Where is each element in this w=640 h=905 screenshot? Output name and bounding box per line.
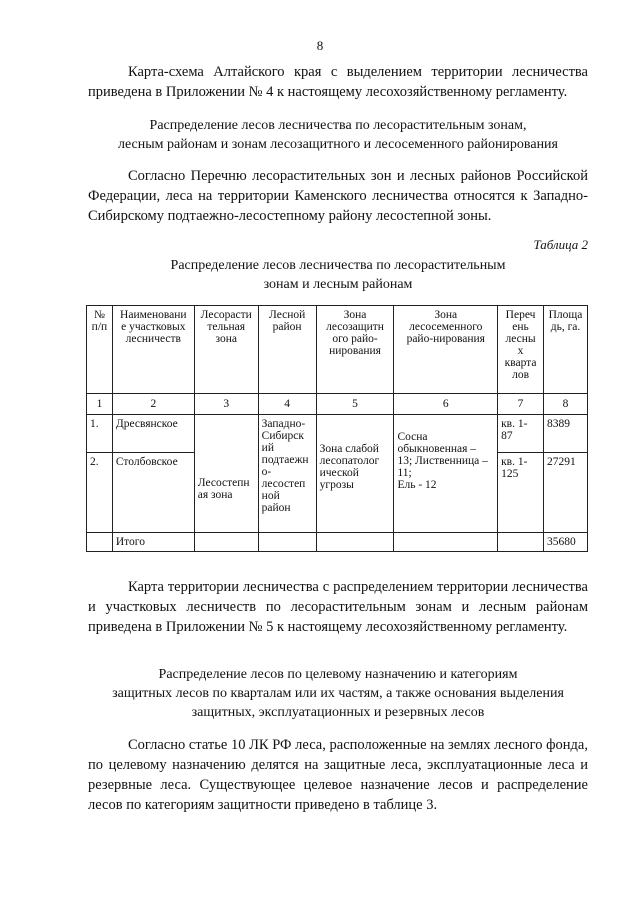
header-cell-protection-zone bbox=[316, 306, 394, 394]
column-number: 8 bbox=[543, 394, 587, 415]
header-line: лесозащитн bbox=[326, 321, 384, 333]
section2-title-line1: Распределение лесов по целевому назначению и категориям bbox=[158, 667, 518, 682]
header-cell-area bbox=[543, 306, 587, 394]
map-paragraph bbox=[88, 577, 588, 637]
column-number: 7 bbox=[498, 394, 544, 415]
header-line: Зона bbox=[434, 309, 458, 321]
table-number-row bbox=[87, 394, 588, 415]
merged-seed-zone-cell: Сосна обыкновенная – 13; Лиственница – 11; Ель - 12 bbox=[394, 415, 498, 533]
section1-title bbox=[88, 116, 588, 154]
total-empty-cell bbox=[258, 533, 316, 552]
total-label: Итого bbox=[112, 533, 194, 552]
column-number: 5 bbox=[316, 394, 394, 415]
header-cell-zone bbox=[194, 306, 258, 394]
section1-title-line1: Распределение лесов лесничества по лесорастительным зонам, bbox=[149, 118, 527, 133]
section2-title-line3: защитных, эксплуатационных и резервных лесов bbox=[191, 705, 485, 720]
header-cell-number bbox=[87, 306, 113, 394]
row-name: Столбовское bbox=[112, 453, 194, 533]
total-empty-cell bbox=[87, 533, 113, 552]
map-text: Карта территории лесничества с распределением территории лесничества и участковых лесничеств по лесорастительным зонам и лесным районам приведена в Приложении № 5 к настоящему лесохозяйственному регламенту. bbox=[88, 579, 588, 635]
row-name: Дресвянское bbox=[112, 415, 194, 453]
column-number: 2 bbox=[112, 394, 194, 415]
row-area: 8389 bbox=[543, 415, 587, 453]
total-empty-cell bbox=[316, 533, 394, 552]
header-line: Площа bbox=[548, 309, 583, 321]
section2-title-line2: защитных лесов по кварталам или их частям, а также основания выделения bbox=[112, 686, 564, 701]
header-line: Переч bbox=[505, 309, 536, 321]
header-line: ого райо- bbox=[332, 333, 378, 345]
header-line: зона bbox=[215, 333, 237, 345]
column-number: 1 bbox=[87, 394, 113, 415]
header-line: Зона bbox=[343, 309, 367, 321]
header-line: нирования bbox=[329, 345, 381, 357]
header-line: лесны bbox=[505, 333, 536, 345]
row-area: 27291 bbox=[543, 453, 587, 533]
section2-title bbox=[88, 665, 588, 722]
section2-text: Согласно статье 10 ЛК РФ леса, расположенные на землях лесного фонда, по целевому назначению делятся на защитные леса, эксплуатационные леса и резервные леса. Существующее целевое назначение лесов и распределение лесов по категориям защитности приведено в таблице 3. bbox=[88, 737, 588, 813]
header-line: район bbox=[272, 321, 302, 333]
row-quarters: кв. 1- 125 bbox=[498, 453, 544, 533]
page-number: 8 bbox=[316, 38, 324, 53]
row-number: 2. bbox=[87, 453, 113, 533]
header-line: лесосеменного bbox=[409, 321, 483, 333]
header-line: Наименовани bbox=[120, 309, 187, 321]
table-title bbox=[88, 256, 588, 294]
header-line: тельная bbox=[207, 321, 246, 333]
total-empty-cell bbox=[498, 533, 544, 552]
header-line: х bbox=[517, 345, 524, 357]
row-number: 1. bbox=[87, 415, 113, 453]
total-empty-cell bbox=[394, 533, 498, 552]
section1-text: Согласно Перечню лесорастительных зон и лесных районов Российской Федерации, леса на территории Каменского лесничества относятся к Западно-Сибирскому подтаежно-лесостепному району лесостепной зоны. bbox=[88, 168, 588, 224]
merged-zone-cell: Лесостепн ая зона bbox=[194, 415, 258, 533]
header-line: № bbox=[93, 309, 105, 321]
header-line: п/п bbox=[91, 321, 108, 333]
header-line: кварта bbox=[504, 357, 537, 369]
row-quarters: кв. 1- 87 bbox=[498, 415, 544, 453]
forest-distribution-table bbox=[86, 305, 588, 552]
table-title-line2: зонам и лесным районам bbox=[263, 277, 413, 292]
total-area: 35680 bbox=[543, 533, 587, 552]
total-empty-cell bbox=[194, 533, 258, 552]
column-number: 4 bbox=[258, 394, 316, 415]
column-number: 3 bbox=[194, 394, 258, 415]
intro-paragraph bbox=[88, 62, 588, 102]
header-line: лесничеств bbox=[125, 333, 181, 345]
column-number: 6 bbox=[394, 394, 498, 415]
table-header-row bbox=[87, 306, 588, 394]
header-line: ень bbox=[512, 321, 529, 333]
header-cell-seed-zone bbox=[394, 306, 498, 394]
section1-paragraph bbox=[88, 166, 588, 226]
table-total-row bbox=[87, 533, 588, 552]
header-line: е участковых bbox=[121, 321, 186, 333]
table-label: Таблица 2 bbox=[533, 237, 588, 252]
table-title-line1: Распределение лесов лесничества по лесорастительным bbox=[170, 258, 506, 273]
header-line: райо-нирования bbox=[406, 333, 485, 345]
intro-text: Карта-схема Алтайского края с выделением территории лесничества приведена в Приложении № 4 к настоящему лесохозяйственному регламенту. bbox=[88, 64, 588, 100]
header-line: Лесорасти bbox=[200, 309, 252, 321]
merged-district-cell: Западно- Сибирск ий подтаежн о- лесостеп ной район bbox=[258, 415, 316, 533]
header-line: Лесной bbox=[269, 309, 306, 321]
section2-paragraph bbox=[88, 735, 588, 815]
header-cell-district bbox=[258, 306, 316, 394]
header-cell-quarters bbox=[498, 306, 544, 394]
header-line: дь, га. bbox=[550, 321, 581, 333]
merged-protection-zone-cell: Зона слабой лесопатолог ической угрозы bbox=[316, 415, 394, 533]
header-cell-name bbox=[112, 306, 194, 394]
section1-title-line2: лесным районам и зонам лесозащитного и лесосеменного районирования bbox=[118, 137, 558, 152]
header-line: лов bbox=[512, 369, 529, 381]
table-row bbox=[87, 415, 588, 453]
